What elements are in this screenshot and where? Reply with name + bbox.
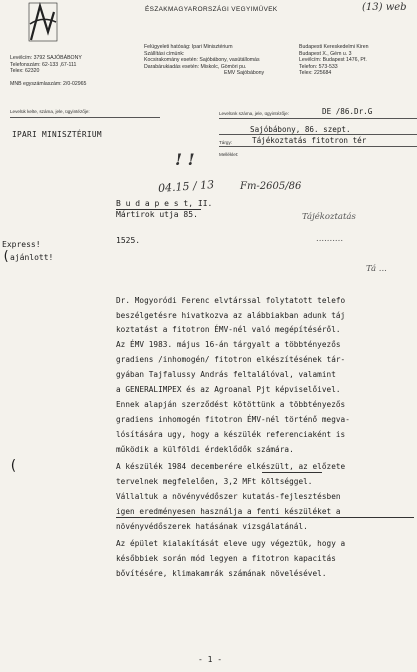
your-ref-label: Levelük kelte, száma, jele, ügyintézője:: [10, 109, 90, 114]
body-line: Ennek alapján szerződést kötöttünk a többtényezős: [116, 400, 346, 409]
body-line: működik a külföldi érdeklődők számára.: [116, 445, 294, 454]
handwritten-right-note-3: Tá ...: [366, 264, 387, 274]
addressee: IPARI MINISZTÉRIUM: [12, 130, 102, 139]
letterhead-left-line: [10, 75, 86, 82]
body-line: Az épület kialakítását eleve ugy végeztük, hogy a: [116, 539, 346, 548]
letterhead-center-line: EMV Sajóbábony: [224, 70, 265, 77]
handwritten-marks: ! !: [175, 150, 195, 169]
underline-elkeszult: [262, 472, 322, 473]
letterhead-left-line: Telex: 62320: [10, 68, 40, 75]
margin-bracket-mid: (: [9, 458, 18, 474]
our-ref-value: DE /86.Dr.G: [322, 107, 373, 116]
letterhead-center-line: Szállítási címünk:: [144, 50, 185, 57]
subject-value: Tájékoztatás fitotron tér: [252, 136, 367, 145]
address-street: Mártirok utja 85.: [116, 210, 198, 219]
our-ref-label: Levelünk száma, jele, ügyintézője:: [219, 111, 289, 116]
company-name: ÉSZAKMAGYARORSZÁGI VEGYIMÜVEK: [145, 6, 278, 13]
your-ref-rule: [10, 117, 160, 118]
handwritten-right-note-2: ..........: [316, 234, 344, 244]
body-line: bővítésére, klimakamrák számának növelésével.: [116, 569, 327, 578]
handwritten-date-scrawl: 04.15 / 13: [157, 178, 215, 195]
subject-rule: [219, 146, 417, 147]
body-line: Az ÉMV 1983. május 16-án tárgyalt a többtényezős: [116, 340, 341, 349]
body-line: igen eredményesen használja a fenti készüléket a: [116, 507, 341, 516]
letterhead-right: [299, 44, 369, 77]
letterhead-right-line: Telex: 225684: [299, 70, 332, 77]
body-line: a GENERALIMPEX és az Agroanal Pjt képviselőivel.: [116, 385, 341, 394]
body-line: Vállaltuk a növényvédőszer kutatás-fejlesztésben: [116, 492, 341, 501]
page-number: - 1 -: [198, 655, 223, 664]
body-line: gradiens inhomogén fitotron ÉMV-nél történő megva-: [116, 415, 350, 424]
letterhead-right-line: Budapesti Kereskedelmi Kiren: [299, 44, 369, 50]
date-line: Sajóbábony, 86. szept.: [250, 125, 351, 134]
body-line: A készülék 1984 decemberére elkészült, az előzete: [116, 462, 346, 471]
letterhead-center-line: Kocsirakomány esetén: Sajóbábony, vasútállomás: [144, 57, 260, 64]
letterhead-center-line: Darabárukiadás esetén: Miskolc, Gömöri pu.: [144, 63, 247, 70]
letterhead-right-line: Levélcím: Budapest 1476, Pf.: [299, 57, 367, 64]
margin-ajanlott: ajánlott!: [10, 253, 54, 262]
handwritten-top-right: (13) web: [362, 2, 407, 13]
body-line: gyában Tajfalussy András feltalálóval, valamint: [116, 370, 336, 379]
letterhead-left-line: Levélcím: 3792 SAJÓBÁBONY: [10, 55, 82, 61]
body-line: növényvédőszerek hatásának vizsgálatánál.: [116, 522, 308, 531]
address-rule: [116, 209, 201, 210]
letterhead-center: [144, 44, 264, 77]
attachment-label: Melléklet:: [219, 152, 239, 157]
address-city: B u d a p e s t, II.: [116, 199, 213, 208]
body-line: Dr. Mogyoródi Ferenc elvtárssal folytatott telefo: [116, 296, 346, 305]
letterhead-right-line: Telefon: 573-533: [299, 63, 338, 70]
letterhead-right-line: Budapest X., Gém u. 3: [299, 50, 352, 57]
handwritten-right-note-1: Tájékoztatás: [302, 212, 356, 222]
our-ref-rule: [219, 118, 417, 119]
letterhead-left: [10, 55, 86, 88]
body-line: lósítására ugy, hogy a készülék referenciaként is: [116, 430, 346, 439]
company-logo: [28, 2, 58, 42]
body-line: koztatást a fitotron ÉMV-nél való megépítéséről.: [116, 325, 341, 334]
body-line: gradiens /inhomogén/ fitotron elkészítésének tár-: [116, 355, 346, 364]
date-rule: [219, 134, 417, 135]
letterhead-center-line: Felügyeleti hatóság: Ipari Minisztérium: [144, 44, 233, 50]
underline-eredmenyesen: [116, 517, 414, 518]
margin-bracket-top: (: [2, 249, 10, 264]
body-line: beszélgetésre hivatkozva az alábbiakban adunk táj: [116, 311, 346, 320]
letterhead-left-line: Telefonszám: 62-133 ,67-111: [10, 61, 77, 68]
subject-label: Tárgy:: [219, 140, 233, 145]
address-postcode: 1525.: [116, 236, 141, 245]
margin-express: Express!: [2, 240, 41, 249]
letterhead-left-line: MNB egyszámlaszám: 2/0-02965: [10, 81, 87, 88]
handwritten-stamp-note: Fm-2605/86: [240, 181, 302, 192]
body-line: tervelnek megfelelően, 3,2 MFt költséggel.: [116, 477, 313, 486]
body-line: későbbiek során mód legyen a fitotron kapacitás: [116, 554, 336, 563]
